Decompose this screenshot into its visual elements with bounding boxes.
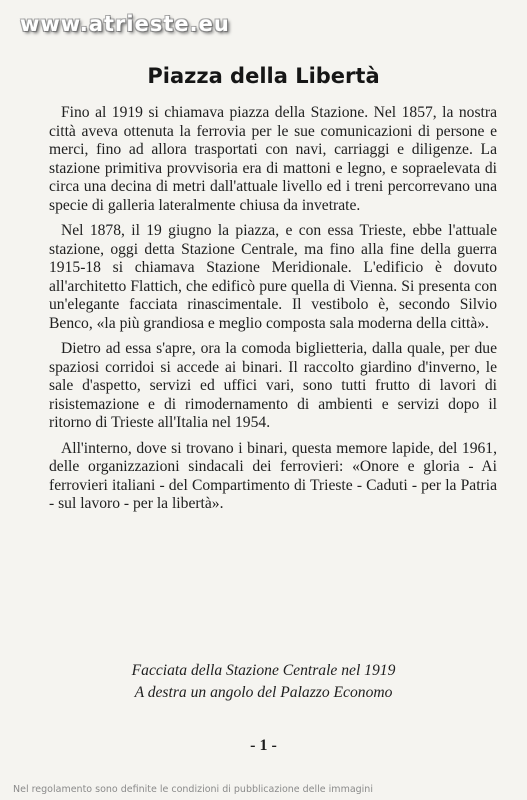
- paragraph-3: Dietro ad essa s'apre, ora la comoda biglietteria, dalla quale, per due spaziosi corridoi si accede ai binari. Il raccolto giardino d'inverno, le sale d'aspetto, servizi ed uffici vari, sono tutti frutto di lavori di risistemazione e di rimodernamento di ambienti e servizi dopo il ritorno di Trieste all'Italia nel 1954.: [49, 340, 497, 431]
- site-watermark: www.atrieste.eu: [20, 12, 230, 36]
- page-number: - 1 -: [250, 737, 277, 754]
- paragraph-4: All'interno, dove si trovano i binari, questa memore lapide, del 1961, delle organizzazioni sindacali dei ferrovieri: «Onore e gloria - Ai ferrovieri italiani - del Compartimento di Trieste - Caduti - per la Patria - sul lavoro - per la libertà».: [49, 439, 497, 512]
- article-body: [49, 104, 497, 521]
- paragraph-2: Nel 1878, il 19 giugno la piazza, e con essa Trieste, ebbe l'attuale stazione, oggi detta Stazione Centrale, ma fino alla fine della guerra 1915-18 si chiamava Stazione Meridionale. L'edificio è dovuto all'architetto Flattich, che edificò pure quella di Vienna. Si presenta con un'elegante facciata rinascimentale. Il vestibolo è, secondo Silvio Benco, «la più grandiosa e meglio composta sala moderna della città».: [49, 222, 497, 332]
- paragraph-1: Fino al 1919 si chiamava piazza della Stazione. Nel 1857, la nostra città aveva ottenuta la ferrovia per le sue comunicazioni di persone e merci, fino ad allora trasportati con navi, carriaggi e diligenze. La stazione primitiva provvisoria era di mattoni e legno, e sopraelevata di circa una decina di metri dall'attuale livello ed i treni percorrevano una specie di galleria lateralmente chiusa da invetrate.: [49, 104, 497, 214]
- caption-line-1: Facciata della Stazione Centrale nel 1919: [131, 662, 396, 679]
- caption-line-2: A destra un angolo del Palazzo Economo: [134, 684, 393, 701]
- page-title: Piazza della Libertà: [147, 64, 380, 88]
- footer-note: Nel regolamento sono definite le condizioni di pubblicazione delle immagini: [13, 784, 373, 795]
- figure-caption: [0, 660, 527, 704]
